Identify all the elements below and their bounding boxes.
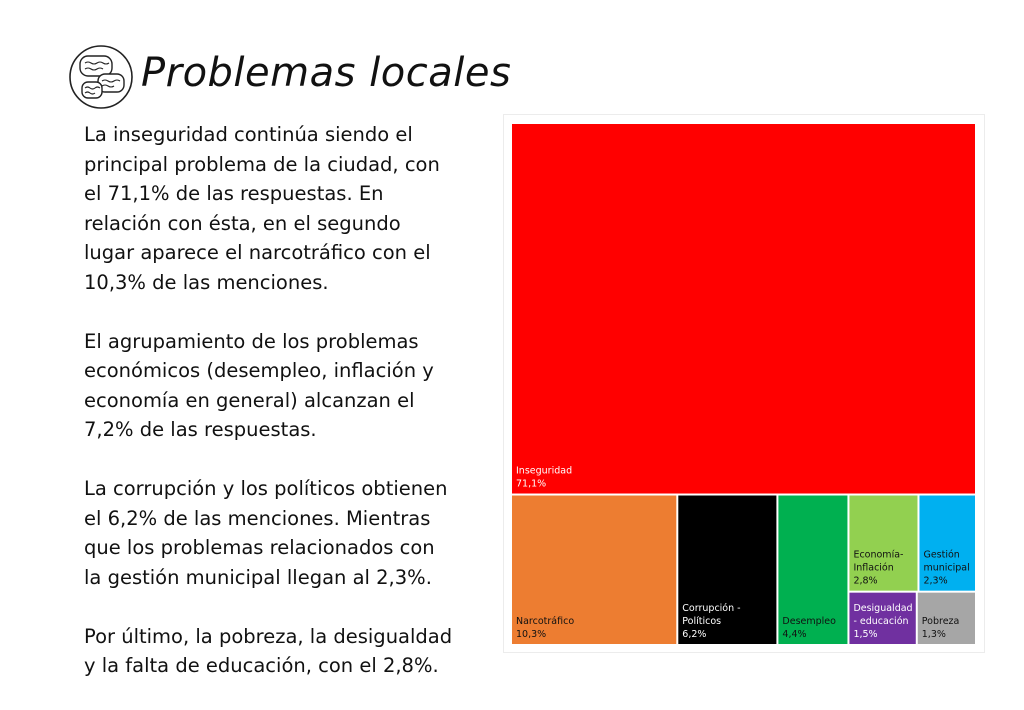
treemap-category-label: Políticos — [682, 616, 722, 627]
treemap-category-label: Inflación — [853, 562, 894, 574]
treemap-value-label: 4,4% — [782, 629, 807, 640]
treemap-category-label: Economía- — [853, 549, 904, 561]
paragraph-inseguridad: La inseguridad continúa siendo el principal problema de la ciudad, con el 71,1% de las respuestas. En relación con ésta, en el segundo lugar aparece el narcotráfico con el 10,3% de las menciones. — [84, 123, 440, 294]
treemap-cell-economia-inflacion — [849, 496, 917, 591]
treemap-cell-corrupcion-politicos — [678, 496, 776, 644]
paragraph-pobreza: Por último, la pobreza, la desigualdad y la falta de educación, con el 2,8%. — [84, 624, 453, 677]
treemap-value-label: 71,1% — [516, 478, 547, 490]
treemap-category-label: Inseguridad — [516, 465, 573, 477]
treemap-category-label: Desigualdad — [853, 603, 913, 614]
treemap-category-label: - educación — [853, 616, 909, 627]
treemap-value-label: 2,3% — [923, 575, 948, 587]
treemap-rect-inseguridad — [512, 124, 975, 494]
treemap-value-label: 6,2% — [682, 629, 707, 640]
treemap-cell-gestion-municipal — [919, 496, 975, 591]
treemap-cell-narcotrafico — [512, 496, 676, 644]
treemap-category-label: Desempleo — [782, 616, 836, 627]
treemap-cell-inseguridad — [512, 124, 975, 494]
treemap-category-label: Corrupción - — [682, 603, 741, 614]
page-title: Problemas locales — [141, 50, 512, 96]
treemap-category-label: municipal — [923, 562, 970, 574]
paragraph-economicos: El agrupamiento de los problemas económicos (desempleo, inflación y economía en general) alcanzan el 7,2% de las respuestas. — [84, 329, 434, 441]
treemap-cell-desigualdad-educacion — [849, 593, 915, 644]
treemap-chart — [503, 114, 985, 653]
treemap-svg — [504, 115, 984, 652]
treemap-category-label: Pobreza — [921, 616, 960, 627]
treemap-value-label: 10,3% — [516, 629, 547, 640]
treemap-value-label: 2,8% — [853, 575, 878, 587]
paragraph-corrupcion: La corrupción y los políticos obtienen el 6,2% de las menciones. Mientras que los problemas relacionados con la gestión municipal llegan al 2,3%. — [84, 477, 448, 589]
treemap-category-label: Gestión — [923, 549, 960, 561]
treemap-cell-desempleo — [778, 496, 847, 644]
treemap-value-label: 1,3% — [921, 629, 946, 640]
treemap-value-label: 1,5% — [853, 629, 878, 640]
speech-bubbles-icon — [68, 44, 134, 110]
treemap-cell-pobreza — [918, 593, 975, 644]
treemap-category-label: Narcotráfico — [516, 616, 575, 627]
description-text — [84, 120, 494, 710]
